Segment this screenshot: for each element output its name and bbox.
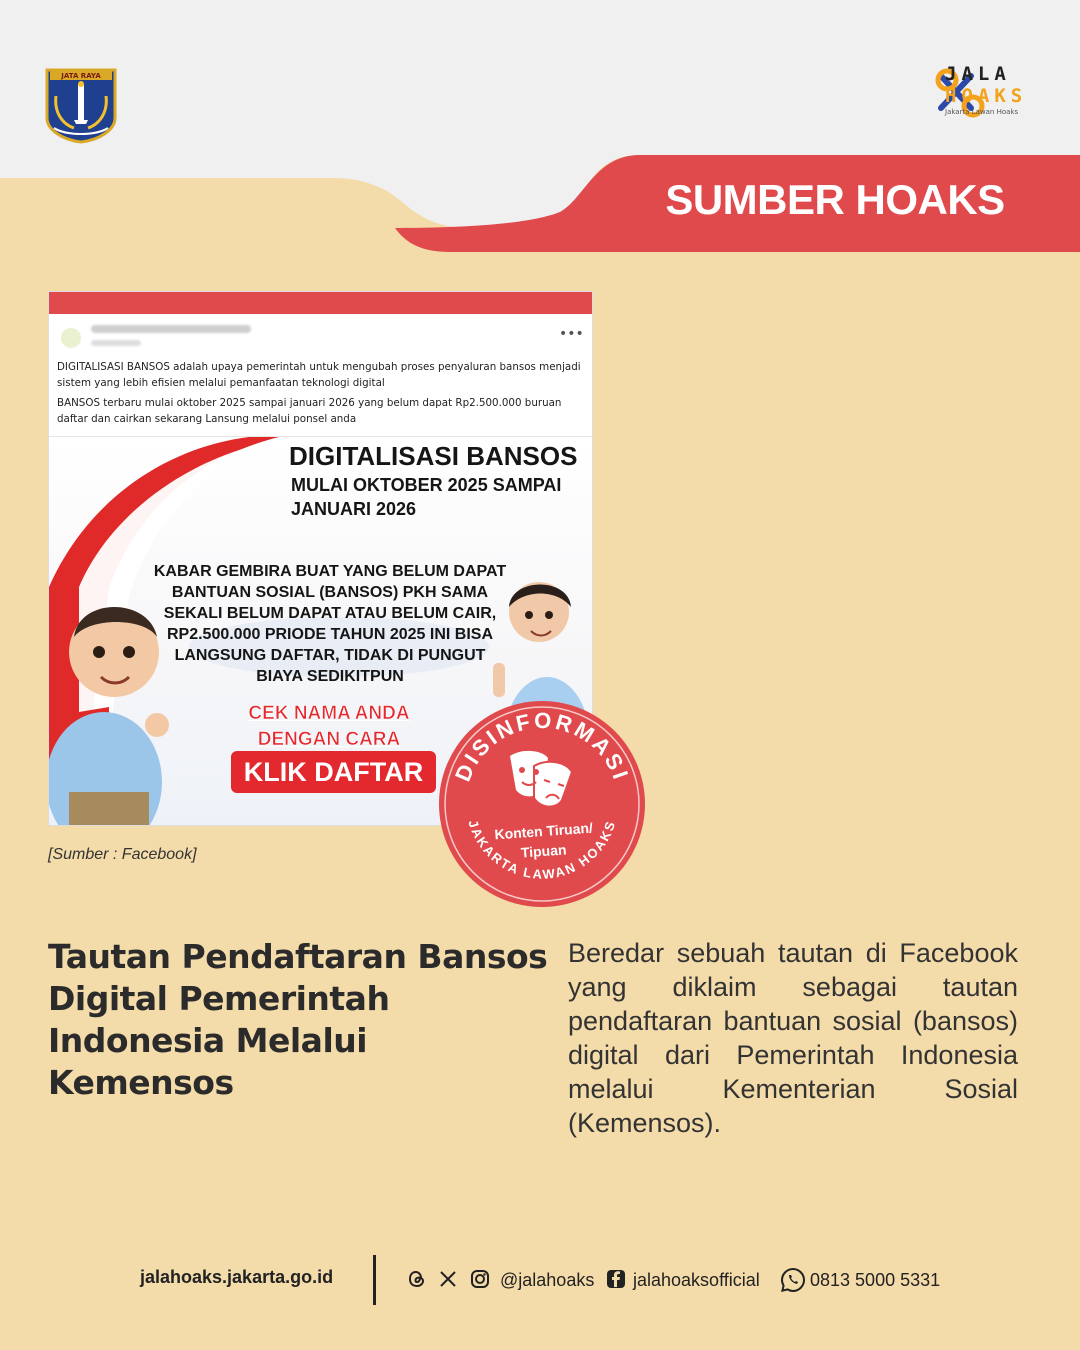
post-caption: [57, 360, 587, 432]
website-link[interactable]: jalahoaks.jakarta.go.id: [140, 1267, 334, 1287]
klik-daftar-button[interactable]: KLIK DAFTAR: [231, 751, 436, 793]
jakarta-crest-logo: [44, 66, 118, 144]
brand-line-1: JALA: [945, 63, 1011, 85]
image-cek-nama: [219, 701, 439, 753]
svg-text:JATA RAYA: JATA RAYA: [61, 72, 101, 80]
avatar: [61, 328, 81, 348]
facebook-icon[interactable]: [606, 1269, 626, 1289]
brand-line-2: HOAKS: [945, 85, 1028, 107]
whatsapp-icon[interactable]: [780, 1267, 806, 1293]
cek-line-1: CEK NAMA ANDA: [248, 703, 410, 724]
stamp-middle-line-1: Konten Tiruan/: [493, 819, 594, 843]
more-options-icon[interactable]: •••: [559, 326, 584, 342]
post-paragraph-2: BANSOS terbaru mulai oktober 2025 sampai januari 2026 yang belum dapat Rp2.500.000 buruan daftar dan cairkan sekarang Lansung melalui ponsel anda: [57, 397, 562, 425]
x-twitter-icon[interactable]: [438, 1269, 458, 1289]
blurred-timestamp: [91, 340, 141, 346]
facebook-handle[interactable]: jalahoaksofficial: [633, 1270, 760, 1290]
blurred-account-name: [91, 325, 251, 333]
social-handle[interactable]: @jalahoaks: [500, 1270, 595, 1290]
banner-title: SUMBER HOAKS: [665, 176, 1005, 223]
brand-tagline: Jakarta Lawan Hoaks: [945, 108, 1019, 116]
cek-line-2: DENGAN CARA: [257, 729, 401, 750]
stamp-top-text: DISINFORMASI: [449, 707, 635, 785]
article-headline: Tautan Pendaftaran Bansos Digital Pemerintah Indonesia Melalui Kemensos: [48, 937, 548, 1102]
post-top-bar: [49, 292, 592, 314]
stamp-middle-line-2: Tipuan: [520, 841, 567, 861]
disinformasi-stamp: [438, 700, 646, 908]
image-subtitle: MULAI OKTOBER 2025 SAMPAI JANUARI 2026: [291, 475, 562, 519]
whatsapp-number[interactable]: 0813 5000 5331: [810, 1270, 941, 1290]
footer-divider: [373, 1255, 376, 1305]
image-title: DIGITALISASI BANSOS: [289, 441, 578, 471]
image-body-text: KABAR GEMBIRA BUAT YANG BELUM DAPAT BANTUAN SOSIAL (BANSOS) PKH SAMA SEKALI BELUM DAPAT ATAU BELUM CAIR, RP2.500.000 PRIODE TAHUN 2025 INI BISA LANGSUNG DAFTAR, TIDAK DI PUNGUT BIAYA SEDIKITPUN: [153, 563, 507, 685]
source-caption: [Sumber : Facebook]: [48, 846, 197, 863]
instagram-icon[interactable]: [470, 1269, 490, 1289]
post-paragraph-1: DIGITALISASI BANSOS adalah upaya pemerintah untuk mengubah proses penyaluran bansos menjadi sistem yang lebih efisien melalui pemanfaatan teknologi digital: [57, 361, 581, 389]
threads-icon[interactable]: [407, 1269, 427, 1289]
footer: [0, 1255, 1080, 1305]
stamp-bottom-text: JAKARTA LAWAN HOAKS: [465, 817, 619, 882]
article-summary: Beredar sebuah tautan di Facebook yang diklaim sebagai tautan pendaftaran bantuan sosial (bansos) digital dari Pemerintah Indonesia melalui Kementerian Sosial (Kemensos).: [568, 938, 1018, 1138]
